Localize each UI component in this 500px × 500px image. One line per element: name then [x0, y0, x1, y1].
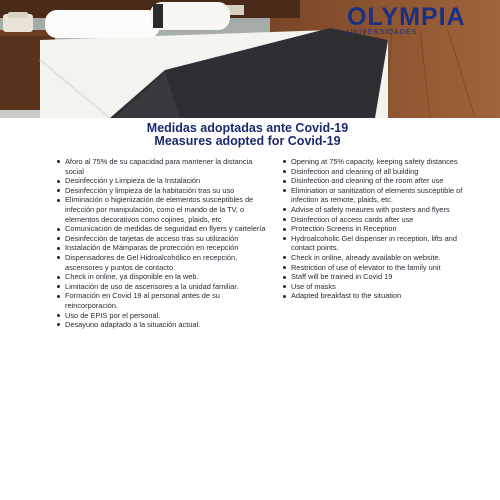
list-item: Protection Screens in Reception [283, 224, 463, 234]
heading-english: Measures adopted for Covid-19 [154, 134, 341, 148]
brand-name: OLYMPIA [347, 3, 466, 31]
list-item: Comunicación de medidas de seguridad en flyers y cartelería [57, 224, 270, 234]
list-item: Check in online, already available on website. [283, 253, 463, 263]
list-item: Disinfection and cleaning of the room after use [283, 176, 463, 186]
list-item: Disinfection and cleaning of all building [283, 167, 463, 177]
list-item: Uso de EPIS por el personal. [57, 311, 270, 321]
list-item: Elimination or sanitization of elements susceptible of infection as remote, plaids, etc. [283, 186, 463, 205]
brand-subtitle: UNIVERSIDADES [347, 29, 418, 36]
list-item: Staff will be trained in Covid 19 [283, 272, 463, 282]
list-item: Desinfección y Limpieza de la Instalación [57, 176, 270, 186]
list-item: Disinfection of access cards after use [283, 215, 463, 225]
list-item: Use of masks [283, 282, 463, 292]
measures-list-english [283, 157, 463, 301]
list-item: Restriction of use of elevator to the family unit [283, 263, 463, 273]
list-item: Aforo al 75% de su capacidad para mantener la distancia social [57, 157, 270, 176]
olympia-logo [347, 4, 497, 40]
measures-list-spanish [57, 157, 270, 330]
list-item: Opening at 75% capacity, keeping safety distances [283, 157, 463, 167]
list-item: Instalación de Mámparas de protección en recepción [57, 243, 270, 253]
list-item: Desayuno adaptado a la situación actual. [57, 320, 270, 330]
list-item: Desinfección y limpieza de la habitación tras su uso [57, 186, 270, 196]
list-item: Hydroalcoholic Gel dispenser in reception, lifts and contact points. [283, 234, 463, 253]
list-item: Adapted breakfast to the situation [283, 291, 463, 301]
heading-spanish: Medidas adoptadas ante Covid-19 [146, 121, 349, 135]
list-item: Desinfección de tarjetas de acceso tras su utilización [57, 234, 270, 244]
list-item: Advise of safety meaures with posters and flyers [283, 205, 463, 215]
list-item: Check in online, ya disponible en la web. [57, 272, 270, 282]
list-item: Eliminación o higienización de elementos susceptibles de infección por manipulación, como el mando de la TV, o elementos decorativos como cojines, plaids, etc [57, 195, 270, 224]
list-item: Dispensadores de Gel Hidroalcohólico en recepción, ascensores y puntos de contacto. [57, 253, 270, 272]
list-item: Formación en Covid 19 al personal antes de su reincorporación. [57, 291, 270, 310]
list-item: Limitación de uso de ascensores a la unidad familiar. [57, 282, 270, 292]
